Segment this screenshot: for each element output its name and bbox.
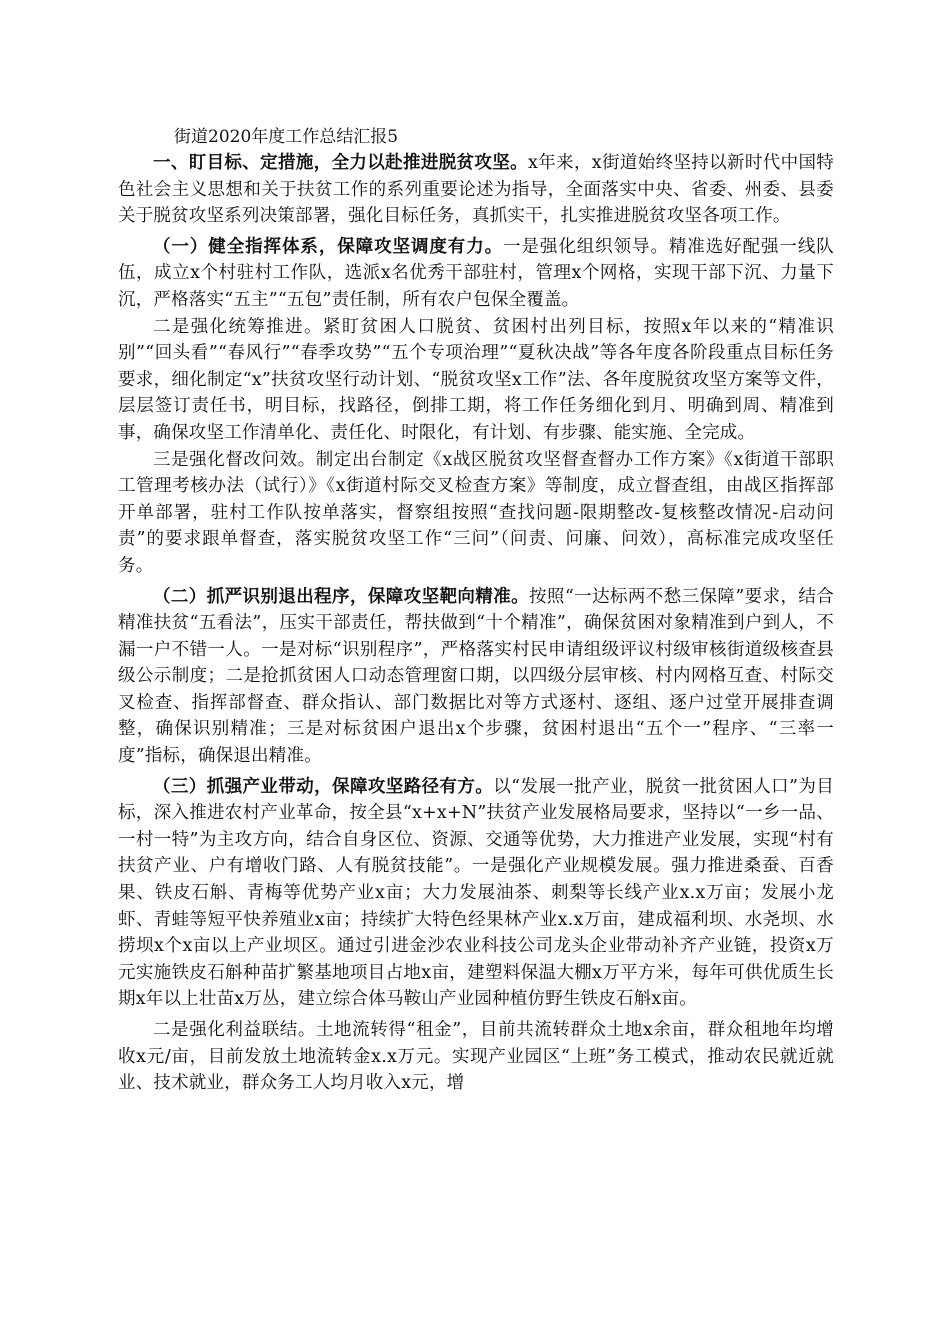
paragraph-heading: （二）抓严识别退出程序，保障攻坚靶向精准。	[153, 586, 530, 607]
paragraph-command-system	[118, 234, 834, 314]
paragraph-heading: （三）抓强产业带动，保障攻坚路径有方。	[153, 776, 494, 797]
paragraph-body: 二是强化利益联结。土地流转得“租金”，目前共流转群众土地x余亩，群众租地年均增收x元/亩，目前发放土地流转金x.x万元。实现产业园区“上班”务工模式，推动农民就近就业、技术就业，群众务工人均月收入x元，增	[118, 1020, 834, 1094]
paragraph-heading: 一、盯目标、定措施，全力以赴推进脱贫攻坚。	[153, 153, 528, 173]
paragraph-body: 三是强化督改问效。制定出台制定《x战区脱贫攻坚督查督办工作方案》《x街道干部职工管理考核办法（试行）》《x街道村际交叉检查方案》等制度，成立督查组，由战区指挥部开单部署，驻村工作队按单落实，督察组按照“查找问题-限期整改-复核整改情况-启动问责”的要求跟单督查，落实脱贫攻坚工作“三问”（问责、问廉、问效），高标准完成攻坚任务。	[118, 449, 834, 576]
paragraph-body: 以“发展一批产业，脱贫一批贫困人口”为目标，深入推进农村产业革命，按全县“x+x+N”扶贫产业发展格局要求，坚持以“一乡一品、一村一特”为主攻方向，结合自身区位、资源、交通等优势，大力推进产业发展，实现“村有扶贫产业、户有增收门路、人有脱贫技能”。一是强化产业规模发展。强力推进桑蚕、百香果、铁皮石斛、青梅等优势产业x亩；大力发展油茶、刺梨等长线产业x.x万亩；发展小龙虾、青蛙等短平快养殖业x亩；持续扩大特色经果林产业x.x万亩，建成福利坝、水尧坝、水捞坝x个x亩以上产业坝区。通过引进金沙农业科技公司龙头企业带动补齐产业链，投资x万元实施铁皮石斛种苗扩繁基地项目占地x亩，建塑料保温大棚x万平方米，每年可供优质生长期x年以上壮苗x万丛，建立综合体马鞍山产业园种植仿野生铁皮石斛x亩。	[118, 776, 834, 1010]
paragraph-industry	[118, 774, 834, 1013]
document-page	[118, 124, 834, 1097]
paragraph-body: x年来，x街道始终坚持以新时代中国特色社会主义思想和关于扶贫工作的系列重要论述为指导，全面落实中央、省委、州委、县委关于脱贫攻坚系列决策部署，强化目标任务，真抓实干，扎实推进脱贫攻坚各项工作。	[118, 153, 835, 227]
paragraph-identification	[118, 584, 834, 770]
paragraph-supervision	[118, 447, 834, 580]
paragraph-heading: （一）健全指挥体系，保障攻坚调度有力。	[153, 236, 504, 257]
paragraph-body: 一是强化组织领导。精准选好配强一线队伍，成立x个村驻村工作队，选派x名优秀干部驻村，管理x个网格，实现干部下沉、力量下沉，严格落实“五主”“五包”责任制，所有农户包保全覆盖。	[118, 236, 834, 310]
paragraph-body: 二是强化统筹推进。紧盯贫困人口脱贫、贫困村出列目标，按照x年以来的“精准识别”“回头看”“春风行”“春季攻势”“五个专项治理”“夏秋决战”等各年度各阶段重点目标任务要求，细化制定“x”扶贫攻坚行动计划、“脱贫攻坚x工作”法、各年度脱贫攻坚方案等文件，层层签订责任书，明目标，找路径，倒排工期，将工作任务细化到月、明确到周、精准到事，确保攻坚工作清单化、责任化、时限化，有计划、有步骤、能实施、全完成。	[118, 316, 834, 443]
paragraph-benefit-linkage	[118, 1017, 834, 1097]
paragraph-body: 按照“一达标两不愁三保障”要求，结合精准扶贫“五看法”，压实干部责任，帮扶做到“十个精准”，确保贫困对象精准到户到人，不漏一户不错一人。一是对标“识别程序”，严格落实村民申请组级评议村级审核街道级核查县级公示制度；二是抢抓贫困人口动态管理窗口期，以四级分层审核、村内网格互查、村际交叉检查、指挥部督查、群众指认、部门数据比对等方式逐村、逐组、逐户过堂开展排查调整，确保识别精准；三是对标贫困户退出x个步骤，贫困村退出“五个一”程序、“三率一度”指标，确保退出精准。	[118, 586, 834, 767]
paragraph-coordination	[118, 314, 834, 447]
document-title: 街道2020年度工作总结汇报5	[174, 127, 399, 147]
paragraph-poverty-overview	[118, 150, 834, 230]
